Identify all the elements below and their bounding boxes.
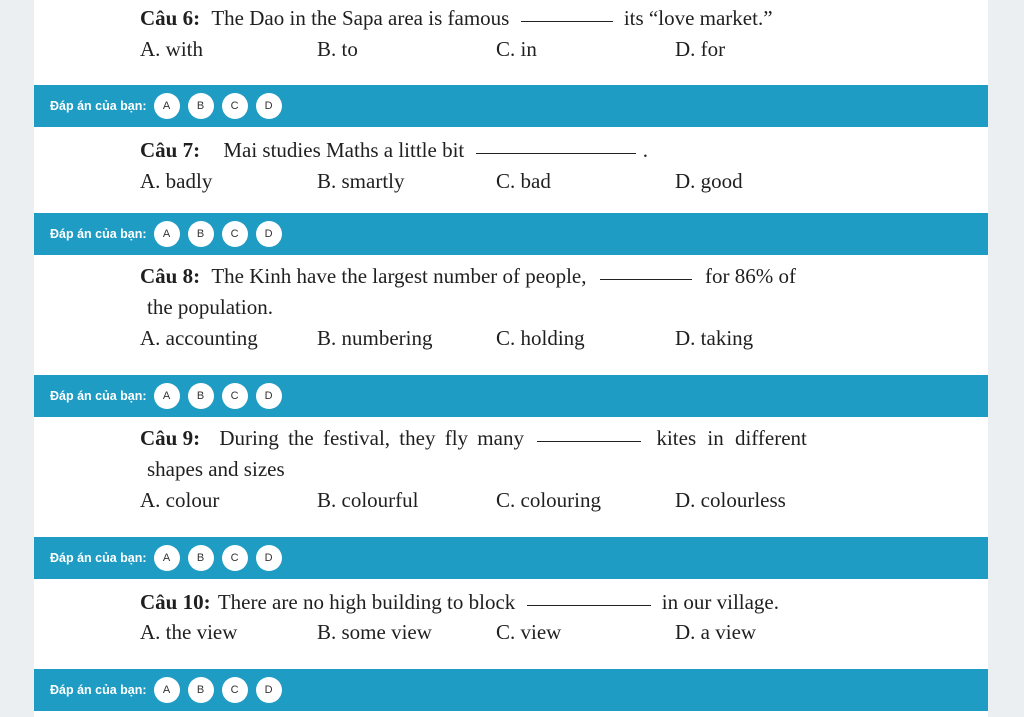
choice-b-button[interactable]: B [188, 677, 214, 703]
option-a: A. with [140, 37, 203, 61]
question-8 [34, 256, 988, 374]
option-d: D. taking [675, 326, 754, 350]
answer-bar-8 [34, 375, 988, 417]
answer-label: Đáp án của bạn: [50, 99, 147, 113]
choice-c-button[interactable]: C [222, 545, 248, 571]
question-text [140, 590, 779, 615]
question-7 [34, 128, 988, 212]
question-text-before: During the festival, they fly many [219, 426, 524, 450]
question-text [140, 138, 648, 163]
question-10 [34, 580, 988, 668]
option-b: B. colourful [317, 488, 419, 512]
answer-blank [476, 153, 636, 154]
choice-c-button[interactable]: C [222, 677, 248, 703]
question-text-after: kites in different [656, 426, 807, 450]
question-text-line-2: shapes and sizes [147, 457, 285, 481]
choice-c-button[interactable]: C [222, 221, 248, 247]
option-d: D. a view [675, 620, 757, 644]
choice-b-button[interactable]: B [188, 93, 214, 119]
option-a: A. accounting [140, 326, 258, 350]
question-number: Câu 7: [140, 138, 201, 162]
question-text-before: The Dao in the Sapa area is famous [211, 6, 510, 30]
answer-bar-7 [34, 213, 988, 255]
choice-d-button[interactable]: D [256, 545, 282, 571]
option-c: C. bad [496, 169, 551, 193]
option-c: C. holding [496, 326, 585, 350]
option-b: B. some view [317, 620, 432, 644]
choice-d-button[interactable]: D [256, 93, 282, 119]
answer-blank [537, 441, 641, 442]
question-9 [34, 418, 988, 536]
answer-label: Đáp án của bạn: [50, 551, 147, 565]
choice-a-button[interactable]: A [154, 677, 180, 703]
answer-label: Đáp án của bạn: [50, 227, 147, 241]
choice-b-button[interactable]: B [188, 383, 214, 409]
question-number: Câu 8: [140, 264, 201, 288]
option-a: A. colour [140, 488, 220, 512]
question-text-line-2: the population. [147, 295, 273, 319]
choice-d-button[interactable]: D [256, 677, 282, 703]
choice-a-button[interactable]: A [154, 221, 180, 247]
choice-d-button[interactable]: D [256, 221, 282, 247]
answer-bar-6 [34, 85, 988, 127]
choice-d-button[interactable]: D [256, 383, 282, 409]
answer-label: Đáp án của bạn: [50, 389, 147, 403]
answer-bar-9 [34, 537, 988, 579]
answer-label: Đáp án của bạn: [50, 683, 147, 697]
question-6 [34, 0, 988, 84]
option-c: C. in [496, 37, 537, 61]
question-text [140, 264, 796, 289]
choice-b-button[interactable]: B [188, 221, 214, 247]
question-number: Câu 10: [140, 590, 211, 614]
choice-b-button[interactable]: B [188, 545, 214, 571]
question-text [140, 426, 807, 451]
answer-bar-10 [34, 669, 988, 711]
question-text-before: The Kinh have the largest number of people, [211, 264, 587, 288]
question-text-after: . [642, 138, 648, 162]
question-text-after: for 86% of [705, 264, 796, 288]
option-a: A. the view [140, 620, 238, 644]
answer-blank [600, 279, 692, 280]
answer-blank [527, 605, 651, 606]
option-b: B. smartly [317, 169, 405, 193]
choice-a-button[interactable]: A [154, 383, 180, 409]
option-a: A. badly [140, 169, 213, 193]
choice-a-button[interactable]: A [154, 93, 180, 119]
option-d: D. colourless [675, 488, 786, 512]
question-text-before: There are no high building to block [217, 590, 516, 614]
choice-c-button[interactable]: C [222, 383, 248, 409]
question-number: Câu 9: [140, 426, 201, 450]
option-b: B. to [317, 37, 358, 61]
option-b: B. numbering [317, 326, 433, 350]
option-c: C. view [496, 620, 562, 644]
option-d: D. for [675, 37, 726, 61]
question-text [140, 6, 773, 31]
question-number: Câu 6: [140, 6, 201, 30]
option-d: D. good [675, 169, 743, 193]
question-text-after: in our village. [661, 590, 780, 614]
question-text-before: Mai studies Maths a little bit [223, 138, 465, 162]
question-text-after: its “love market.” [623, 6, 773, 30]
choice-c-button[interactable]: C [222, 93, 248, 119]
option-c: C. colouring [496, 488, 601, 512]
choice-a-button[interactable]: A [154, 545, 180, 571]
answer-blank [521, 21, 613, 22]
